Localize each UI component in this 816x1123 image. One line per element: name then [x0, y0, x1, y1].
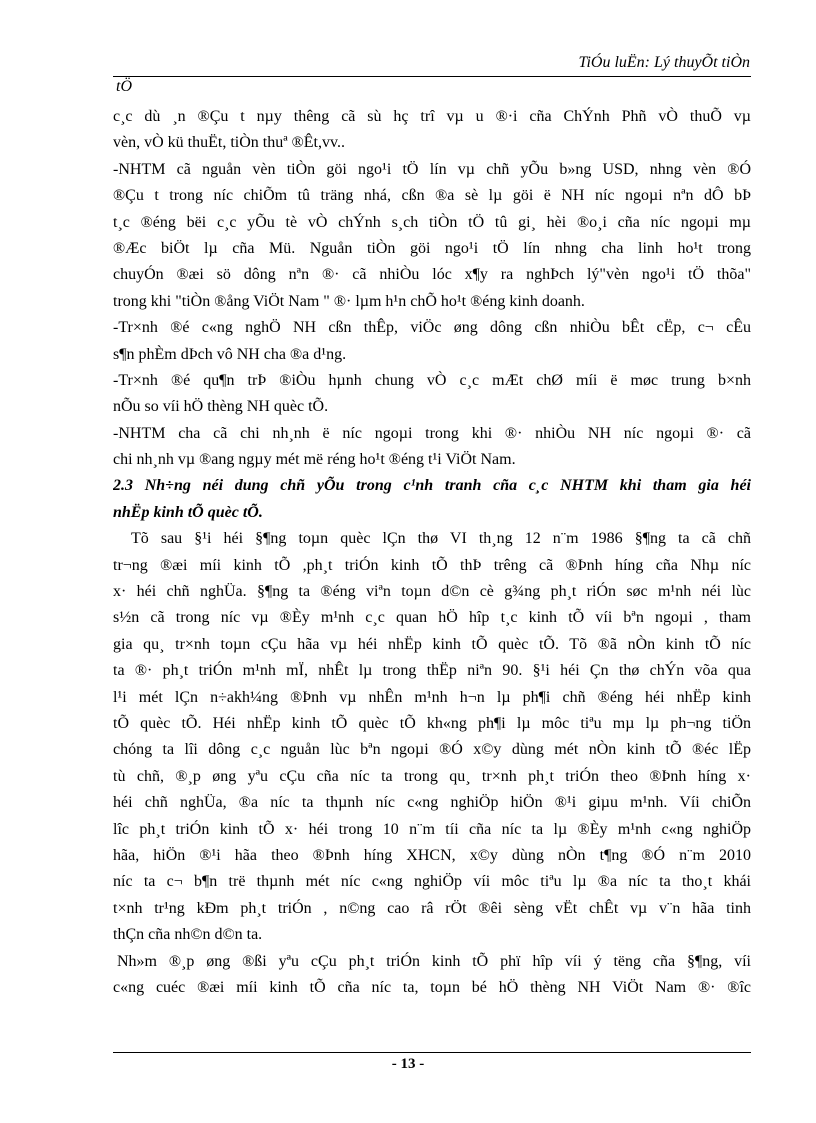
running-header-title: TiÓu luËn: Lý thuyÕt tiÒn: [578, 54, 750, 71]
text-line: tr¬ng ®æi míi kinh tÕ ,ph¸t triÓn kinh tÕ thÞ trêng cã ®Þnh híng cña Nhµ níc: [113, 556, 751, 574]
text-line: ®Çu t trong níc chiÕm tû träng nhá, cßn ®a sè lµ göi ë NH níc ngoµi nªn dÔ bÞ: [113, 187, 751, 205]
footer-divider: [113, 1052, 751, 1053]
text-line: chóng ta lîi dông c¸c nguån lùc bªn ngoµi ®Ó x©y dùng mét nÒn kinh tÕ ®éc lËp: [113, 741, 751, 759]
text-line: tÕ quèc tÕ. Héi nhËp kinh tÕ quèc tÕ kh«ng ph¶i lµ môc tiªu mµ lµ ph¬ng tiÖn: [113, 714, 751, 732]
text-line: chuyÓn ®æi sö dông nªn ®· cã nhiÒu lóc x¶y ra nghÞch lý"vèn ngo¹i tÖ thõa": [113, 266, 751, 284]
text-line: t×nh tr¹ng kÐm ph¸t triÓn , n©ng cao râ rÖt ®êi sèng vËt chÊt vµ v¨n hãa tinh: [113, 899, 751, 917]
text-line: c«ng cuéc ®æi míi kinh tÕ cña níc ta, toµn bé hÖ thèng NH ViÖt Nam ®· ®îc: [113, 978, 751, 996]
text-line: lîc ph¸t triÓn kinh tÕ x· héi trong 10 n¨m tíi cña níc ta lµ ®Èy m¹nh c«ng nghiÖp: [113, 820, 751, 838]
text-line: ®Æc biÖt lµ cña Mü. Nguån tiÒn göi ngo¹i tÖ lín nhng cha linh ho¹t trong: [113, 239, 751, 257]
text-line: héi chñ nghÜa, ®a níc ta thµnh níc c«ng nghiÖp hiÖn ®¹i giµu m¹nh. Víi chiÕn: [113, 794, 751, 812]
section-heading: nhËp kinh tÕ quèc tÕ.: [113, 503, 263, 521]
running-header-continuation: tÖ: [116, 78, 132, 95]
text-line: -Tr×nh ®é qu¶n trÞ ®iÒu hµnh chung vÒ c¸c mÆt chØ míi ë møc trung b×nh: [113, 371, 751, 389]
text-line: ta ®· ph¸t triÓn m¹nh mÏ, nhÊt lµ trong thËp niªn 90. §¹i héi Çn thø chÝn võa qua: [113, 662, 751, 680]
text-line: gia qu¸ tr×nh toµn cÇu hãa vµ héi nhËp kinh tÕ quèc tÕ. Tõ ®ã nÒn kinh tÕ níc: [113, 635, 751, 653]
text-line: Tõ sau §¹i héi §¶ng toµn quèc lÇn thø VI th¸ng 12 n¨m 1986 §¶ng ta cã chñ: [131, 530, 751, 548]
text-line: trong khi "tiÒn ®ång ViÖt Nam " ®· lµm h¹n chÕ ho¹t ®éng kinh doanh.: [113, 292, 585, 310]
text-line: -NHTM cha cã chi nh¸nh ë níc ngoµi trong khi ®· nhiÒu NH níc ngoµi ®· cã: [113, 424, 751, 442]
body-text: [113, 104, 751, 1001]
text-line: -Tr×nh ®é c«ng nghÖ NH cßn thÊp, viÖc øng dông cßn nhiÒu bÊt cËp, c¬ cÊu: [113, 319, 751, 337]
text-line: vèn, vÒ kü thuËt, tiÒn thuª ®Êt,vv..: [113, 134, 345, 152]
text-line: níc ta c¬ b¶n trë thµnh mét níc c«ng nghiÖp víi môc tiªu lµ ®a níc ta tho¸t khái: [113, 873, 751, 891]
header-divider: [113, 76, 751, 77]
text-line: Nh»m ®¸p øng ®ßi yªu cÇu ph¸t triÓn kinh tÕ phï hîp víi ý tëng cña §¶ng, víi: [117, 952, 751, 970]
text-line: s½n cã trong níc vµ ®Èy m¹nh c¸c quan hÖ hîp t¸c kinh tÕ víi bªn ngoµi , tham: [113, 609, 751, 627]
text-line: hãa, hiÖn ®¹i hãa theo ®Þnh híng XHCN, x©y dùng nÒn t¶ng ®Ó n¨m 2010: [113, 846, 751, 864]
text-line: chi nh¸nh vµ ®ang ngµy mét më réng ho¹t ®éng t¹i ViÖt Nam.: [113, 451, 516, 469]
text-line: c¸c dù ¸n ®Çu t nµy thêng cã sù hç trî vµ u ®·i cña ChÝnh Phñ vÒ thuÕ vµ: [113, 108, 751, 125]
page-number: - 13 -: [391, 1056, 425, 1072]
section-heading: 2.3 Nh÷ng néi dung chñ yÕu trong c¹nh tranh cña c¸c NHTM khi tham gia héi: [113, 477, 751, 495]
text-line: s¶n phÈm dÞch vô NH cha ®a d¹ng.: [113, 345, 347, 363]
text-line: nÕu so víi hÖ thèng NH quèc tÕ.: [113, 398, 329, 416]
text-line: l¹i mét lÇn n÷akh¼ng ®Þnh vµ nhÊn m¹nh h¬n lµ ph¶i chñ ®éng héi nhËp kinh: [113, 688, 751, 706]
text-line: tù chñ, ®¸p øng yªu cÇu cña níc ta trong qu¸ tr×nh ph¸t triÓn theo ®Þnh híng x·: [113, 767, 751, 785]
text-line: x· héi chñ nghÜa. §¶ng ta ®éng viªn toµn d©n cè g¾ng ph¸t riÓn søc m¹nh néi lùc: [113, 583, 751, 601]
text-line: t¸c ®éng bëi c¸c yÕu tè vÒ chÝnh s¸ch tiÒn tÖ tû gi¸ hèi ®o¸i cña níc ngoµi mµ: [113, 213, 751, 231]
text-line: -NHTM cã nguån vèn tiÒn göi ngo¹i tÖ lín vµ chñ yÕu b»ng USD, nhng vèn ®Ó: [113, 160, 751, 178]
text-line: thÇn cña nh©n d©n ta.: [113, 926, 263, 944]
